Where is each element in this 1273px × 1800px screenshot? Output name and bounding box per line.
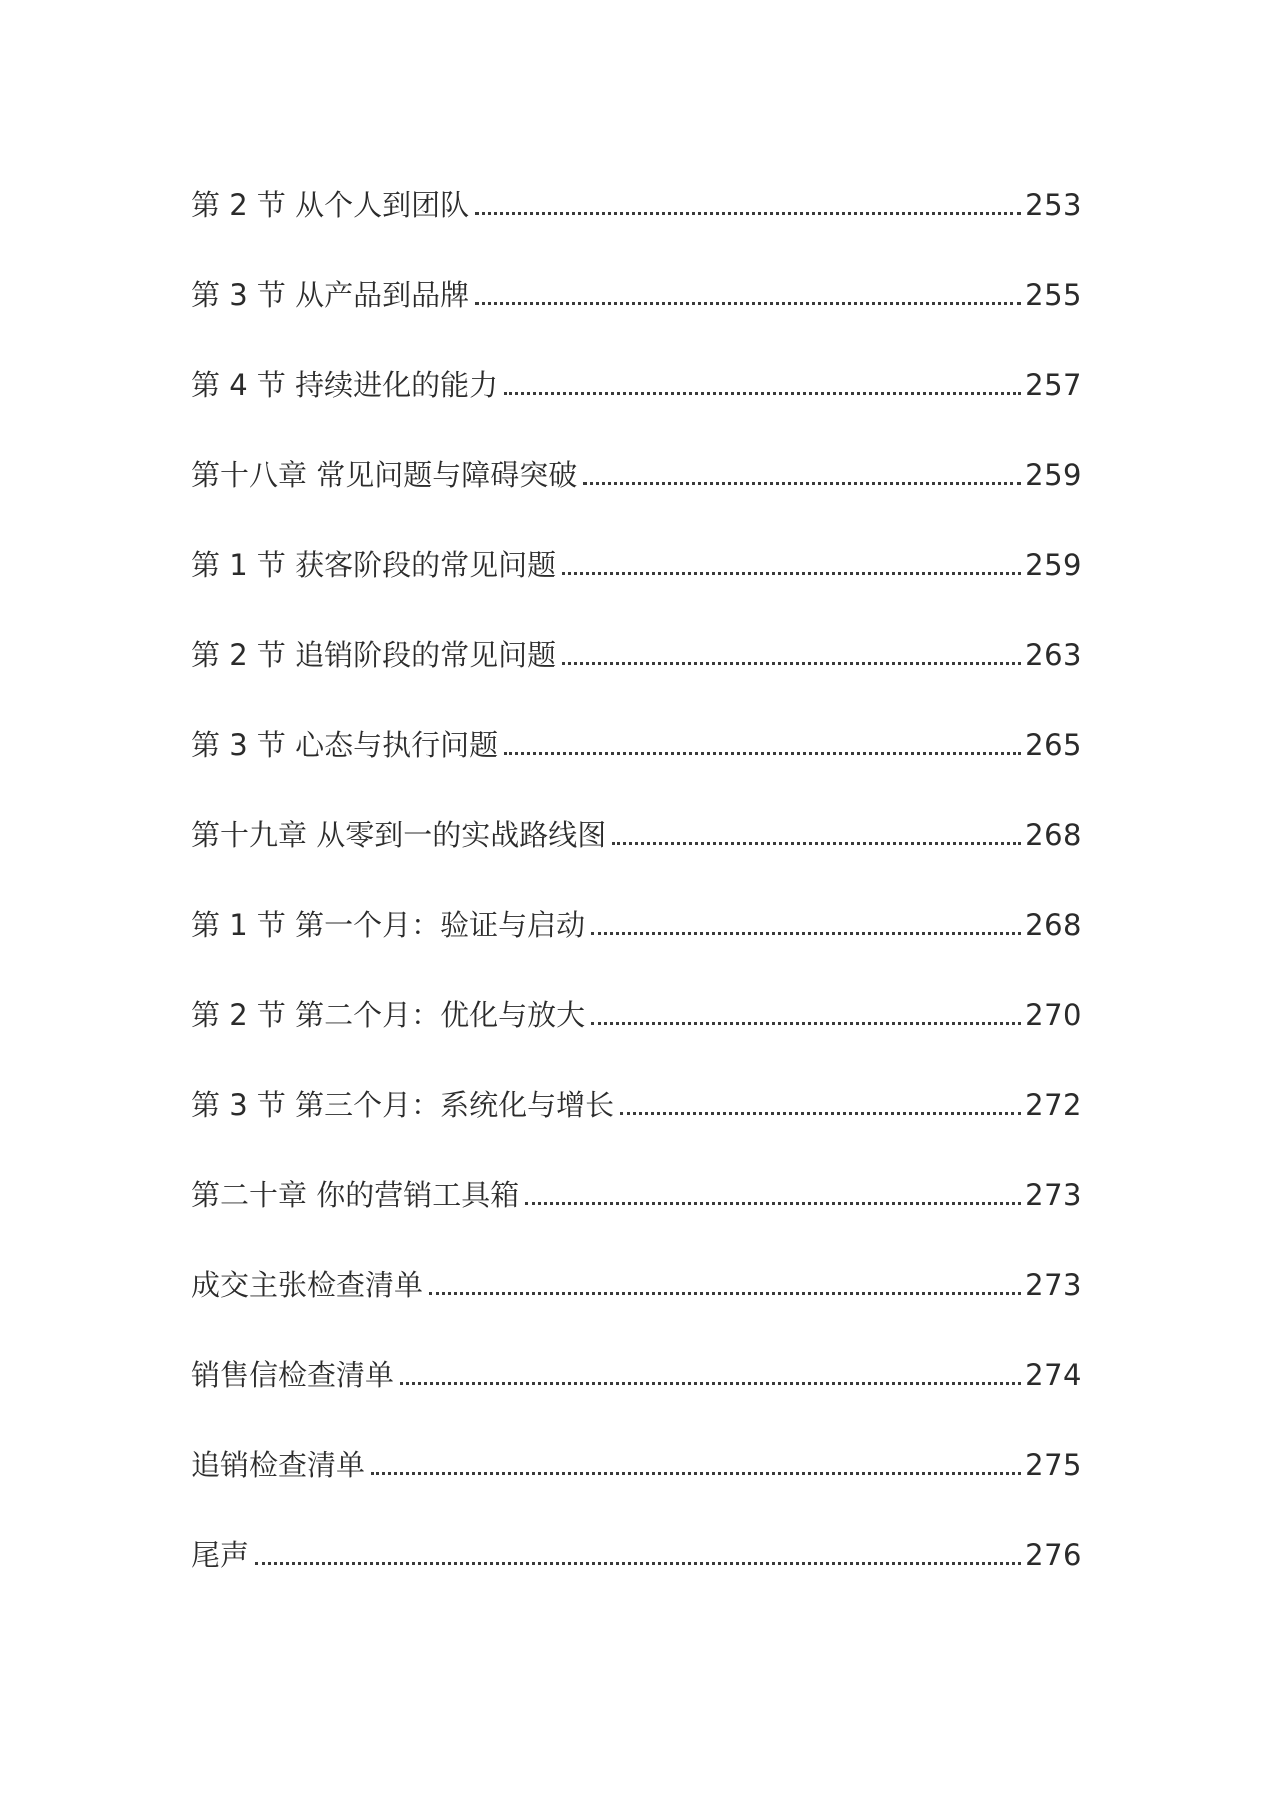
dot-leader (371, 1472, 1021, 1475)
dot-leader (620, 1112, 1021, 1115)
toc-entry[interactable] (191, 170, 1082, 220)
toc-entry-title: 第 2 节 追销阶段的常见问题 (191, 638, 557, 672)
dot-leader (400, 1382, 1021, 1385)
dot-leader (475, 212, 1021, 215)
toc-entry-title: 第 2 节 第二个月：优化与放大 (191, 998, 586, 1032)
dot-leader (612, 842, 1021, 845)
toc-entry[interactable] (191, 850, 1082, 940)
dot-leader (429, 1292, 1021, 1295)
toc-entry-title: 第 4 节 持续进化的能力 (191, 368, 499, 402)
toc-chapter-entry[interactable] (191, 760, 1082, 850)
toc-entry[interactable] (191, 1390, 1082, 1480)
toc-entry-title: 第 1 节 获客阶段的常见问题 (191, 548, 557, 582)
dot-leader (591, 932, 1021, 935)
dot-leader (525, 1202, 1021, 1205)
toc-entry-page-number: 274 (1025, 1358, 1082, 1392)
toc-entry-title: 第 3 节 第三个月：系统化与增长 (191, 1088, 615, 1122)
toc-entry-page-number: 272 (1025, 1088, 1082, 1122)
toc-entry-page-number: 276 (1025, 1538, 1082, 1572)
toc-chapter-entry[interactable] (191, 1120, 1082, 1210)
toc-entry-page-number: 255 (1025, 278, 1082, 312)
toc-entry-title: 第 3 节 从产品到品牌 (191, 278, 470, 312)
toc-entry-title: 第十九章 从零到一的实战路线图 (191, 818, 607, 852)
toc-entry-page-number: 273 (1025, 1178, 1082, 1212)
toc-entry[interactable] (191, 1480, 1082, 1570)
toc-entry[interactable] (191, 580, 1082, 670)
toc-entry-title: 第 2 节 从个人到团队 (191, 188, 470, 222)
dot-leader (562, 662, 1021, 665)
toc-entry-page-number: 265 (1025, 728, 1082, 762)
toc-entry-title: 第二十章 你的营销工具箱 (191, 1178, 520, 1212)
dot-leader (504, 392, 1021, 395)
toc-entry-title: 第 1 节 第一个月：验证与启动 (191, 908, 586, 942)
toc-entry-title: 第十八章 常见问题与障碍突破 (191, 458, 578, 492)
dot-leader (591, 1022, 1021, 1025)
toc-chapter-entry[interactable] (191, 400, 1082, 490)
toc-entry[interactable] (191, 670, 1082, 760)
toc-entry-page-number: 275 (1025, 1448, 1082, 1482)
toc-entry-page-number: 268 (1025, 908, 1082, 942)
toc-entry-page-number: 253 (1025, 188, 1082, 222)
toc-entry[interactable] (191, 220, 1082, 310)
toc-entry-page-number: 270 (1025, 998, 1082, 1032)
toc-entry[interactable] (191, 940, 1082, 1030)
toc-entry-title: 销售信检查清单 (191, 1358, 395, 1392)
toc-entry-title: 第 3 节 心态与执行问题 (191, 728, 499, 762)
toc-entry[interactable] (191, 310, 1082, 400)
toc-entry-title: 追销检查清单 (191, 1448, 366, 1482)
toc-entry[interactable] (191, 1210, 1082, 1300)
toc-entry-page-number: 259 (1025, 548, 1082, 582)
table-of-contents (191, 170, 1082, 1570)
toc-entry-title: 尾声 (191, 1538, 250, 1572)
toc-entry-page-number: 257 (1025, 368, 1082, 402)
toc-entry[interactable] (191, 1300, 1082, 1390)
toc-entry[interactable] (191, 490, 1082, 580)
dot-leader (504, 752, 1021, 755)
dot-leader (562, 572, 1021, 575)
dot-leader (475, 302, 1021, 305)
toc-entry[interactable] (191, 1030, 1082, 1120)
toc-entry-page-number: 259 (1025, 458, 1082, 492)
dot-leader (255, 1562, 1021, 1565)
dot-leader (583, 482, 1021, 485)
toc-entry-page-number: 263 (1025, 638, 1082, 672)
toc-entry-page-number: 268 (1025, 818, 1082, 852)
toc-entry-title: 成交主张检查清单 (191, 1268, 424, 1302)
toc-entry-page-number: 273 (1025, 1268, 1082, 1302)
